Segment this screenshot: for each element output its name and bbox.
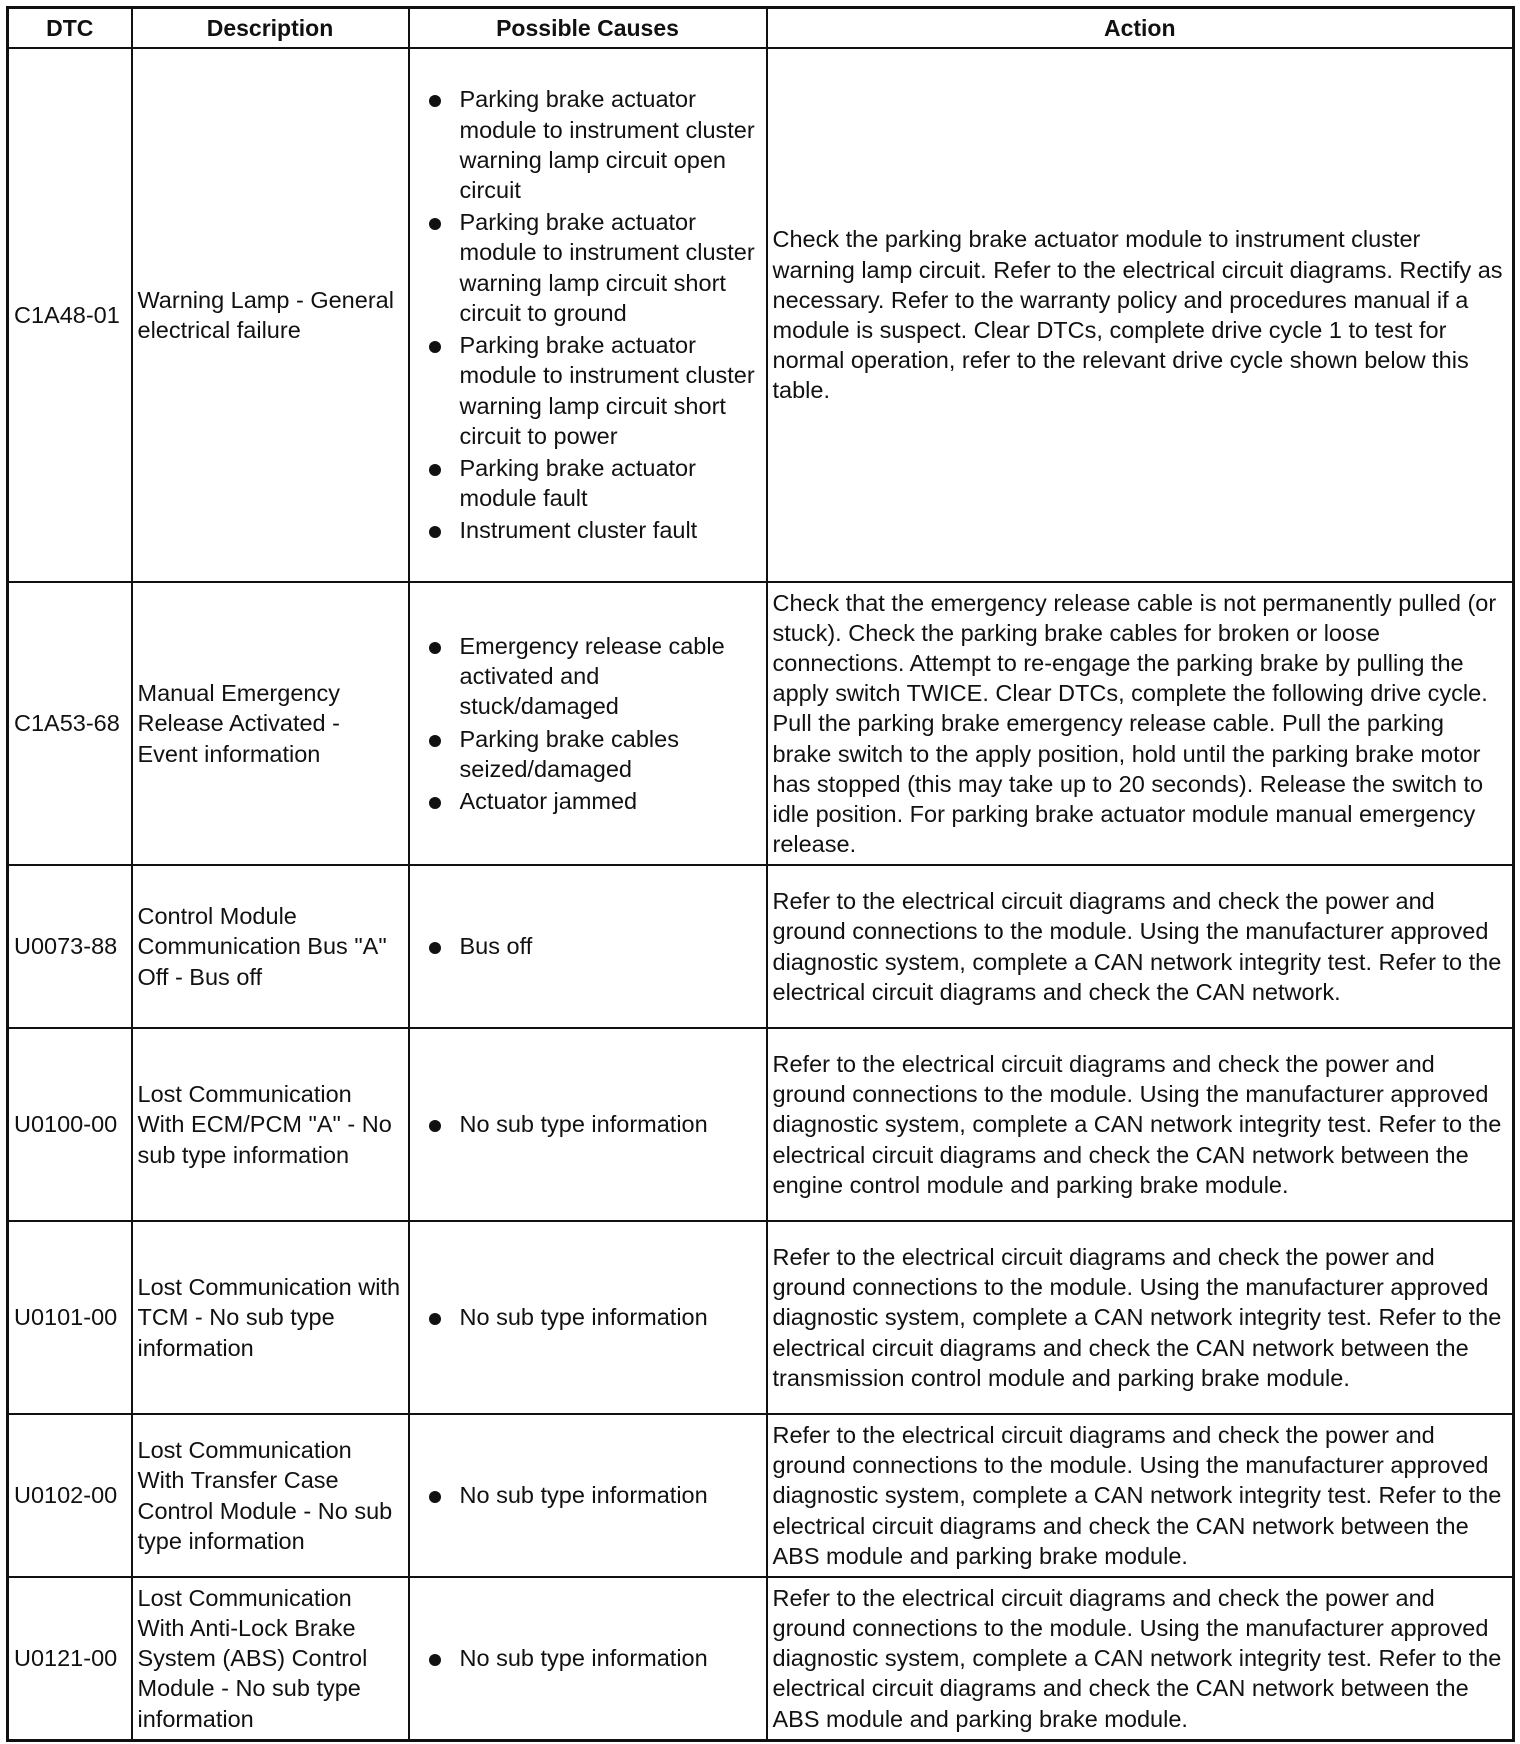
possible-cause-item bbox=[415, 1480, 761, 1510]
possible-cause-item bbox=[415, 1109, 761, 1139]
possible-cause-text: Parking brake actuator module to instrument cluster warning lamp circuit short circuit to ground bbox=[459, 209, 755, 326]
possible-causes-cell bbox=[409, 1221, 767, 1414]
table-row bbox=[8, 865, 1514, 1028]
header-description: Description bbox=[132, 8, 409, 49]
dtc-code: U0101-00 bbox=[8, 1221, 132, 1414]
bullet-icon bbox=[429, 95, 441, 107]
possible-causes-cell bbox=[409, 1028, 767, 1221]
table-row bbox=[8, 1028, 1514, 1221]
dtc-description: Lost Communication With Anti-Lock Brake System (ABS) Control Module - No sub type information bbox=[132, 1577, 409, 1740]
possible-cause-text: Parking brake actuator module to instrument cluster warning lamp circuit short circuit to power bbox=[459, 332, 755, 449]
dtc-action: Refer to the electrical circuit diagrams and check the power and ground connections to the module. Using the manufacturer approved diagnostic system, complete a CAN network integrity test. Refer to the electrical circuit diagrams and check the CAN network between the transmission control module and parking brake module. bbox=[767, 1221, 1514, 1414]
dtc-description: Lost Communication with TCM - No sub type information bbox=[132, 1221, 409, 1414]
header-row bbox=[8, 8, 1514, 49]
bullet-icon bbox=[429, 735, 441, 747]
dtc-code: U0102-00 bbox=[8, 1414, 132, 1577]
possible-causes-list bbox=[415, 1109, 761, 1139]
possible-cause-text: No sub type information bbox=[459, 1111, 708, 1138]
possible-cause-item bbox=[415, 330, 761, 451]
dtc-code: U0100-00 bbox=[8, 1028, 132, 1221]
possible-causes-cell bbox=[409, 865, 767, 1028]
possible-causes-list bbox=[415, 1302, 761, 1332]
dtc-code: C1A48-01 bbox=[8, 48, 132, 582]
possible-cause-text: Actuator jammed bbox=[459, 787, 638, 814]
dtc-code: C1A53-68 bbox=[8, 582, 132, 865]
bullet-icon bbox=[429, 797, 441, 809]
possible-cause-text: Parking brake actuator module fault bbox=[459, 454, 696, 512]
possible-cause-item bbox=[415, 207, 761, 328]
dtc-description: Control Module Communication Bus "A" Off - Bus off bbox=[132, 865, 409, 1028]
dtc-action: Refer to the electrical circuit diagrams and check the power and ground connections to the module. Using the manufacturer approved diagnostic system, complete a CAN network integrity test. Refer to the electrical circuit diagrams and check the CAN network between the ABS module and parking brake module. bbox=[767, 1414, 1514, 1577]
possible-cause-item bbox=[415, 453, 761, 513]
bullet-icon bbox=[429, 341, 441, 353]
possible-cause-item bbox=[415, 931, 761, 961]
bullet-icon bbox=[429, 942, 441, 954]
possible-cause-text: No sub type information bbox=[459, 1645, 708, 1672]
bullet-icon bbox=[429, 218, 441, 230]
possible-cause-item bbox=[415, 1643, 761, 1673]
dtc-code: U0121-00 bbox=[8, 1577, 132, 1740]
dtc-action: Check that the emergency release cable is not permanently pulled (or stuck). Check the parking brake cables for broken or loose connections. Attempt to re-engage the parking brake by pulling the apply switch TWICE. Clear DTCs, complete the following drive cycle. Pull the parking brake emergency release cable. Pull the parking brake switch to the apply position, hold until the parking brake motor has stopped (this may take up to 20 seconds). Release the switch to idle position. For parking brake actuator module manual emergency release. bbox=[767, 582, 1514, 865]
header-action: Action bbox=[767, 8, 1514, 49]
possible-cause-item bbox=[415, 786, 761, 816]
possible-cause-text: Instrument cluster fault bbox=[459, 517, 698, 544]
possible-causes-list bbox=[415, 84, 761, 545]
possible-causes-cell bbox=[409, 48, 767, 582]
bullet-icon bbox=[429, 526, 441, 538]
possible-causes-list bbox=[415, 1480, 761, 1510]
table-row bbox=[8, 1577, 1514, 1740]
possible-cause-text: Parking brake actuator module to instrument cluster warning lamp circuit open circuit bbox=[459, 86, 755, 204]
table-row bbox=[8, 1414, 1514, 1577]
bullet-icon bbox=[429, 464, 441, 476]
dtc-description: Lost Communication With Transfer Case Control Module - No sub type information bbox=[132, 1414, 409, 1577]
possible-cause-item bbox=[415, 724, 761, 784]
possible-causes-list bbox=[415, 631, 761, 816]
dtc-action: Refer to the electrical circuit diagrams and check the power and ground connections to the module. Using the manufacturer approved diagnostic system, complete a CAN network integrity test. Refer to the electrical circuit diagrams and check the CAN network between the engine control module and parking brake module. bbox=[767, 1028, 1514, 1221]
dtc-description: Manual Emergency Release Activated - Event information bbox=[132, 582, 409, 865]
bullet-icon bbox=[429, 1491, 441, 1503]
possible-cause-item bbox=[415, 84, 761, 205]
possible-causes-cell bbox=[409, 1577, 767, 1740]
possible-causes-cell bbox=[409, 582, 767, 865]
dtc-description: Warning Lamp - General electrical failure bbox=[132, 48, 409, 582]
bullet-icon bbox=[429, 1120, 441, 1132]
possible-cause-text: No sub type information bbox=[459, 1482, 708, 1509]
bullet-icon bbox=[429, 1313, 441, 1325]
bullet-icon bbox=[429, 642, 441, 654]
header-possible-causes: Possible Causes bbox=[409, 8, 767, 49]
possible-cause-text: No sub type information bbox=[459, 1304, 708, 1331]
possible-cause-text: Parking brake cables seized/damaged bbox=[459, 725, 679, 782]
possible-causes-cell bbox=[409, 1414, 767, 1577]
possible-cause-text: Emergency release cable activated and stuck/damaged bbox=[459, 632, 725, 720]
possible-causes-list bbox=[415, 931, 761, 961]
table-row bbox=[8, 48, 1514, 582]
bullet-icon bbox=[429, 1654, 441, 1666]
possible-cause-item bbox=[415, 631, 761, 722]
possible-causes-list bbox=[415, 1643, 761, 1673]
table-row bbox=[8, 1221, 1514, 1414]
possible-cause-text: Bus off bbox=[459, 933, 533, 960]
dtc-action: Check the parking brake actuator module to instrument cluster warning lamp circuit. Refer to the electrical circuit diagrams. Rectify as necessary. Refer to the warranty policy and procedures manual if a module is suspect. Clear DTCs, complete drive cycle 1 to test for normal operation, refer to the relevant drive cycle shown below this table. bbox=[767, 48, 1514, 582]
dtc-description: Lost Communication With ECM/PCM "A" - No sub type information bbox=[132, 1028, 409, 1221]
dtc-action: Refer to the electrical circuit diagrams and check the power and ground connections to the module. Using the manufacturer approved diagnostic system, complete a CAN network integrity test. Refer to the electrical circuit diagrams and check the CAN network. bbox=[767, 865, 1514, 1028]
dtc-action: Refer to the electrical circuit diagrams and check the power and ground connections to the module. Using the manufacturer approved diagnostic system, complete a CAN network integrity test. Refer to the electrical circuit diagrams and check the CAN network between the ABS module and parking brake module. bbox=[767, 1577, 1514, 1740]
possible-cause-item bbox=[415, 1302, 761, 1332]
table-row bbox=[8, 582, 1514, 865]
header-dtc: DTC bbox=[8, 8, 132, 49]
dtc-table bbox=[6, 6, 1515, 1742]
possible-cause-item bbox=[415, 515, 761, 545]
dtc-code: U0073-88 bbox=[8, 865, 132, 1028]
